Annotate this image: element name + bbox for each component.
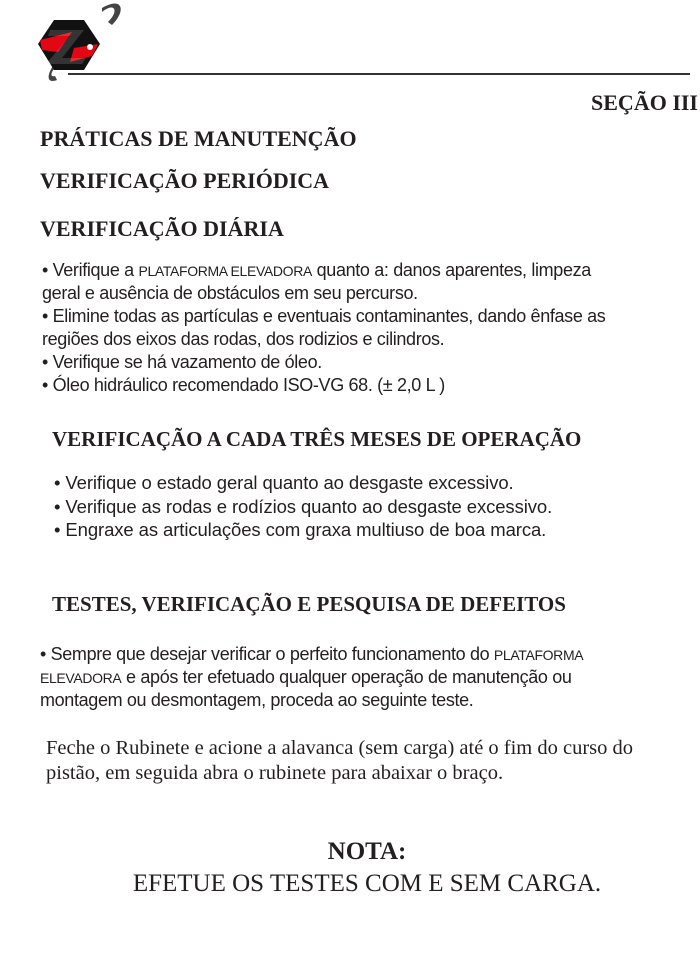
company-logo — [22, 0, 122, 90]
title-periodic: VERIFICAÇÃO PERIÓDICA — [40, 168, 330, 193]
quarterly-item: • Verifique o estado geral quanto ao desgaste excessivo. — [54, 472, 514, 493]
note-title: NOTA: — [327, 838, 407, 865]
daily-line: • Verifique a PLATAFORMA ELEVADORA quanto a: danos aparentes, limpeza — [42, 260, 591, 280]
daily-line: • Verifique se há vazamento de óleo. — [42, 352, 322, 372]
section-label: SEÇÃO III — [591, 90, 698, 115]
daily-heading: VERIFICAÇÃO DIÁRIA — [40, 216, 284, 241]
title-maintenance: PRÁTICAS DE MANUTENÇÃO — [40, 126, 357, 151]
daily-line: geral e ausência de obstáculos em seu percurso. — [42, 283, 418, 303]
quarterly-item: • Verifique as rodas e rodízios quanto ao desgaste excessivo. — [54, 496, 553, 517]
tests-heading: TESTES, VERIFICAÇÃO E PESQUISA DE DEFEITOS — [52, 592, 566, 616]
daily-line: regiões dos eixos das rodas, dos rodizios e cilindros. — [42, 329, 445, 349]
daily-line: • Óleo hidráulico recomendado ISO-VG 68. (± 2,0 L ) — [42, 375, 445, 395]
tests-line: ELEVADORA e após ter efetuado qualquer operação de manutenção ou — [40, 667, 572, 687]
tests-line: • Sempre que desejar verificar o perfeito funcionamento do PLATAFORMA — [40, 644, 584, 664]
tests-line: montagem ou desmontagem, proceda ao seguinte teste. — [40, 690, 474, 710]
quarterly-item: • Engraxe as articulações com graxa multiuso de boa marca. — [54, 519, 547, 540]
tests-paragraph: Feche o Rubinete e acione a alavanca (sem carga) até o fim do curso do — [46, 737, 634, 759]
daily-line: • Elimine todas as partículas e eventuais contaminantes, dando ênfase as — [42, 306, 606, 326]
note-text: EFETUE OS TESTES COM E SEM CARGA. — [132, 870, 602, 897]
tests-paragraph: pistão, em seguida abra o rubinete para abaixar o braço. — [46, 762, 504, 784]
header-rule — [68, 73, 690, 75]
quarterly-heading: VERIFICAÇÃO A CADA TRÊS MESES DE OPERAÇÃO — [52, 427, 582, 451]
